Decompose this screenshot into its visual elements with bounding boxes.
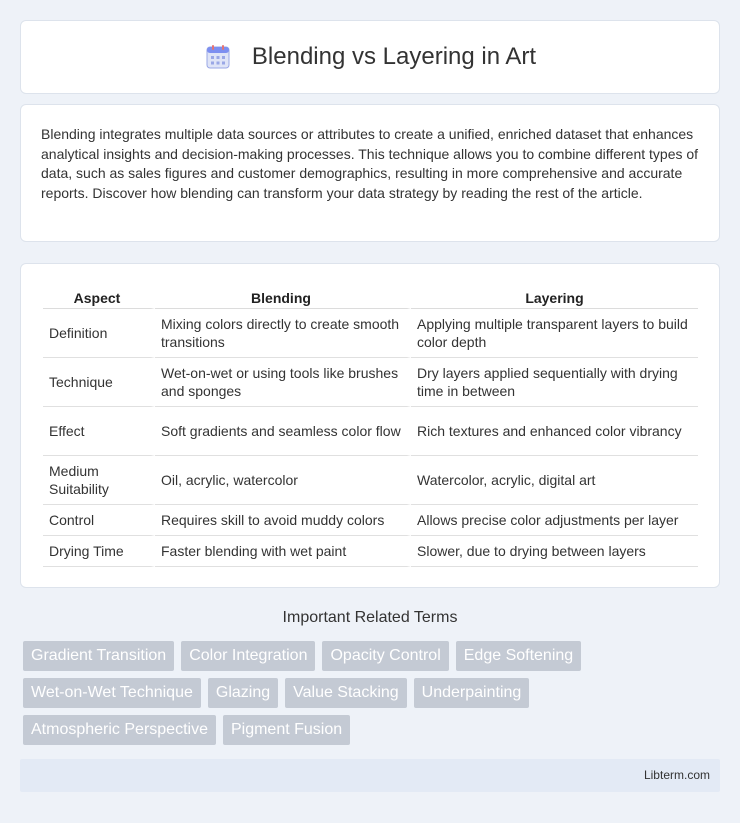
tag-item[interactable]: Gradient Transition — [23, 641, 174, 671]
table-row — [43, 456, 698, 505]
cell-aspect: Drying Time — [43, 536, 155, 567]
cell-layering: Slower, due to drying between layers — [411, 536, 698, 567]
cell-blending: Soft gradients and seamless color flow — [155, 407, 411, 456]
calendar-icon — [204, 43, 232, 71]
cell-aspect: Control — [43, 505, 155, 536]
cell-layering: Allows precise color adjustments per layer — [411, 505, 698, 536]
cell-aspect: Effect — [43, 407, 155, 456]
tag-item[interactable]: Opacity Control — [322, 641, 448, 671]
header-blending: Blending — [155, 284, 411, 309]
cell-layering: Watercolor, acrylic, digital art — [411, 456, 698, 505]
table-row — [43, 309, 698, 358]
table-row — [43, 505, 698, 536]
footer-link[interactable]: Libterm.com — [643, 768, 710, 782]
table-row — [43, 407, 698, 456]
tag-item[interactable]: Value Stacking — [285, 678, 407, 708]
cell-aspect: Technique — [43, 358, 155, 407]
tag-item[interactable]: Edge Softening — [456, 641, 581, 671]
related-terms-tags — [23, 641, 703, 752]
tag-item[interactable]: Color Integration — [181, 641, 315, 671]
tag-item[interactable]: Underpainting — [414, 678, 530, 708]
related-terms-title: Important Related Terms — [282, 609, 458, 626]
intro-text: Blending integrates multiple data sources or attributes to create a unified, enriched dataset that enhances analytical insights and decision-making processes. This technique allows you to combine different types of data, such as sales figures and customer demographics, resulting in more comprehensive and accurate reports. Discover how blending can transform your data strategy by reading the rest of the article. — [41, 126, 699, 201]
title-card — [20, 20, 720, 94]
tag-item[interactable]: Wet-on-Wet Technique — [23, 678, 201, 708]
header-layering: Layering — [411, 284, 698, 309]
cell-layering: Applying multiple transparent layers to build color depth — [411, 309, 698, 358]
header-aspect: Aspect — [43, 284, 155, 309]
tag-item[interactable]: Glazing — [208, 678, 278, 708]
cell-aspect: Medium Suitability — [43, 456, 155, 505]
page-title: Blending vs Layering in Art — [251, 43, 537, 70]
table-row — [43, 358, 698, 407]
cell-blending: Mixing colors directly to create smooth transitions — [155, 309, 411, 358]
comparison-table — [43, 284, 698, 567]
table-header-row — [43, 284, 698, 309]
cell-blending: Requires skill to avoid muddy colors — [155, 505, 411, 536]
cell-layering: Rich textures and enhanced color vibrancy — [411, 407, 698, 456]
footer — [20, 759, 720, 792]
cell-aspect: Definition — [43, 309, 155, 358]
cell-layering: Dry layers applied sequentially with drying time in between — [411, 358, 698, 407]
tag-item[interactable]: Atmospheric Perspective — [23, 715, 216, 745]
tag-item[interactable]: Pigment Fusion — [223, 715, 350, 745]
comparison-table-card — [20, 263, 720, 588]
cell-blending: Oil, acrylic, watercolor — [155, 456, 411, 505]
intro-card — [20, 104, 720, 242]
table-row — [43, 536, 698, 567]
cell-blending: Wet-on-wet or using tools like brushes and sponges — [155, 358, 411, 407]
cell-blending: Faster blending with wet paint — [155, 536, 411, 567]
